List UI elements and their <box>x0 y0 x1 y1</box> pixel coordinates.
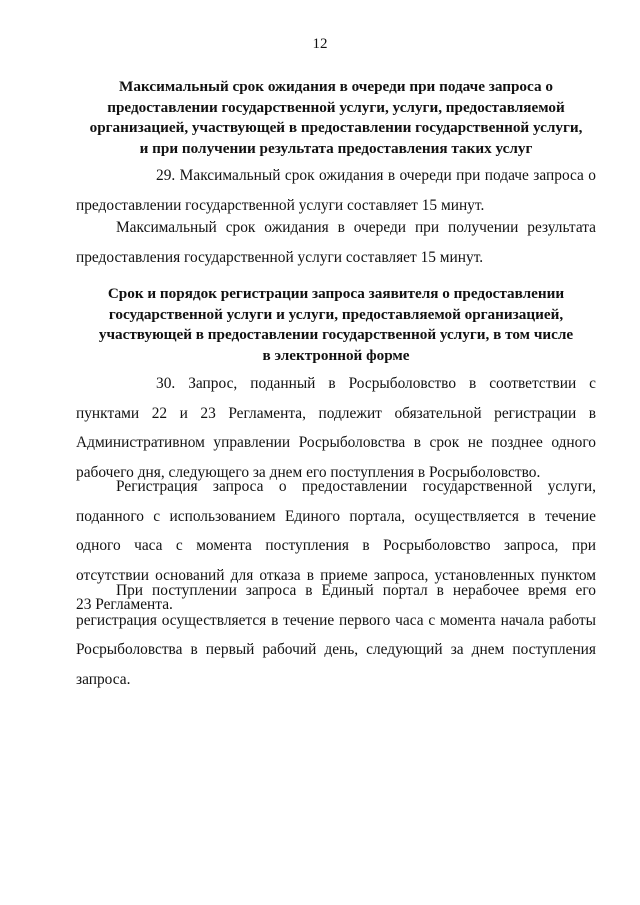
heading-line: участвующей в предоставлении государственной услуги, в том числе <box>98 326 574 343</box>
heading-line: Срок и порядок регистрации запроса заявителя о предоставлении <box>107 285 565 302</box>
paragraph-number: 30. <box>156 375 176 392</box>
paragraph-30-nonworking-hours: При поступлении запроса в Единый портал в нерабочее время его регистрация осуществляется в течение первого часа с момента начала работы Росрыболовства в первый рабочий день, следующий за днем поступления запроса. <box>76 582 596 688</box>
paragraph-text: Максимальный срок ожидания в очереди при подаче запроса о предоставлении государственной услуги составляет 15 минут. <box>76 167 596 214</box>
paragraph-30-portal-registration: Регистрация запроса о предоставлении государственной услуги, поданного с использованием Единого портала, осуществляется в течение одного часа с момента поступления в Росрыболовство запроса, при отсутствии оснований для отказа в приеме запроса, установленных пунктом 23 Регламента. <box>76 478 596 613</box>
paragraph-number: 29. <box>156 167 176 184</box>
paragraph-text: Запрос, поданный в Росрыболовство в соответствии с пунктами 22 и 23 Регламента, подлежит обязательной регистрации в Административном управлении Росрыболовства в срок не позднее одного рабочего дня, следующего за днем его поступления в Росрыболовство. <box>76 375 596 481</box>
section-heading-registration-term <box>76 284 596 366</box>
heading-line: и при получении результата предоставления таких услуг <box>139 139 533 157</box>
page-number: 12 <box>312 36 328 52</box>
paragraph-29-continued: Максимальный срок ожидания в очереди при получении результата предоставления государственной услуги составляет 15 минут. <box>76 219 596 266</box>
heading-line: предоставлении государственной услуги, услуги, предоставляемой <box>107 98 565 116</box>
heading-line: организацией, участвующей в предоставлении государственной услуги, <box>89 119 583 136</box>
paragraph-30 <box>76 369 596 487</box>
heading-line: Максимальный срок ожидания в очереди при подаче запроса о <box>119 78 553 95</box>
paragraph-29 <box>76 161 596 220</box>
heading-line: в электронной форме <box>262 346 410 364</box>
section-heading-queue-wait-time <box>76 77 596 159</box>
heading-line: государственной услуги и услуги, предоставляемой организацией, <box>108 305 564 323</box>
